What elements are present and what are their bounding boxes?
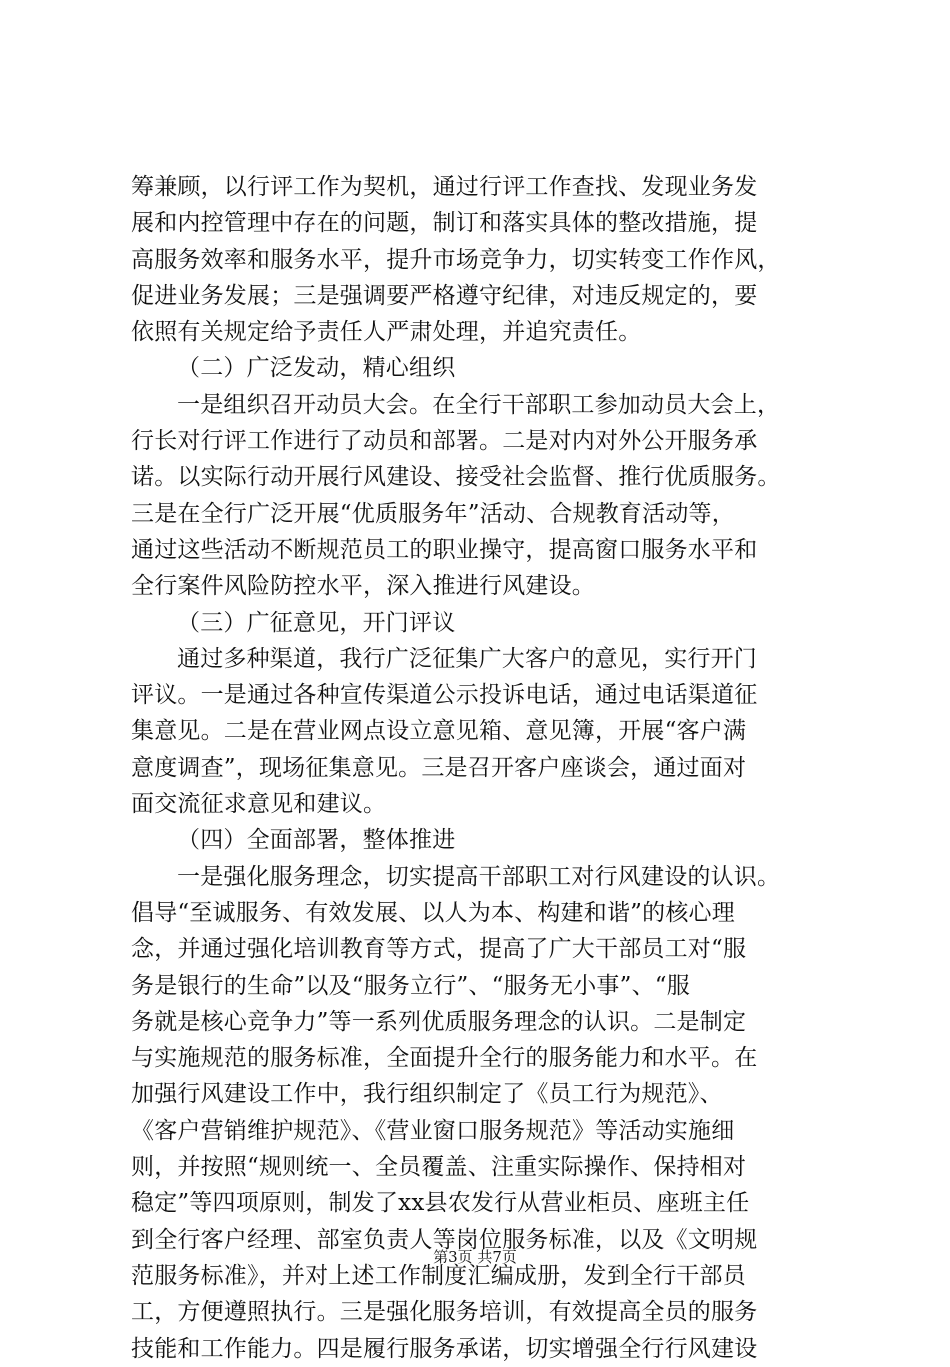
text-line: 则，并按照“规则统一、全员覆盖、注重实际操作、保持相对 [131,1154,747,1181]
text-line: 务就是核心竞争力”等一系列优质服务理念的认识。二是制定 [131,1008,747,1035]
text-line: 与实施规范的服务标准，全面提升全行的服务能力和水平。在 [131,1045,758,1072]
text-line: 工，方便遵照执行。三是强化服务培训，有效提高全员的服务 [131,1299,758,1326]
text-line: 到全行客户经理、部室负责人等岗位服务标准，以及《文明规 [131,1226,758,1253]
text-line: 稳定”等四项原则，制发了xx县农发行从营业柜员、座班主任 [131,1190,750,1217]
text-line: 展和内控管理中存在的问题，制订和落实具体的整改措施，提 [131,210,758,237]
text-line: 集意见。二是在营业网点设立意见箱、意见簿，开展“客户满 [131,718,747,745]
text-line: 诺。以实际行动开展行风建设、接受社会监督、推行优质服务。 [131,464,781,491]
text-line: 加强行风建设工作中，我行组织制定了《员工行为规范》、 [131,1081,723,1108]
text-line: 务是银行的生命”以及“服务立行”、“服务无小事”、“服 [131,972,690,999]
text-line: （三）广征意见，开门评议 [177,609,456,636]
text-line: 面交流征求意见和建议。 [131,791,387,818]
text-line: 评议。一是通过各种宣传渠道公示投诉电话，通过电话渠道征 [131,682,758,709]
text-line: 筹兼顾，以行评工作为契机，通过行评工作查找、发现业务发 [131,174,758,200]
text-line: 通过这些活动不断规范员工的职业操守，提高窗口服务水平和 [131,536,758,563]
text-line: 通过多种渠道，我行广泛征集广大客户的意见，实行开门 [177,645,757,672]
text-line: 《客户营销维护规范》、《营业窗口服务规范》等活动实施细 [131,1117,735,1144]
text-line: 技能和工作能力。四是履行服务承诺，切实增强全行行风建设 [131,1335,758,1362]
text-line: 念，并通过强化培训教育等方式，提高了广大干部员工对“服 [131,936,747,963]
text-line: 依照有关规定给予责任人严肃处理，并追究责任。 [131,319,642,346]
text-line: 范服务标准》，并对上述工作制度汇编成册，发到全行干部员 [131,1262,746,1289]
text-line: 倡导“至诚服务、有效发展、以人为本、构建和谐”的核心理 [131,899,735,926]
body-text [131,169,831,1367]
text-line: 意度调查”，现场征集意见。三是召开客户座谈会，通过面对 [131,754,747,781]
text-line: 促进业务发展；三是强调要严格遵守纪律，对违反规定的，要 [131,282,758,309]
text-line: 高服务效率和服务水平，提升市场竞争力，切实转变工作作风， [131,246,781,273]
page-number-footer: 第3页 共7页 [433,1248,517,1266]
text-line: 三是在全行广泛开展“优质服务年”活动、合规教育活动等， [131,500,735,527]
text-line: 一是组织召开动员大会。在全行干部职工参加动员大会上， [177,391,781,418]
text-line: 行长对行评工作进行了动员和部署。二是对内对外公开服务承 [131,428,758,455]
text-line: 全行案件风险防控水平，深入推进行风建设。 [131,573,595,600]
text-line: 一是强化服务理念，切实提高干部职工对行风建设的认识。 [177,863,781,890]
text-line: （四）全面部署，整体推进 [177,827,456,854]
text-line: （二）广泛发动，精心组织 [177,355,456,382]
